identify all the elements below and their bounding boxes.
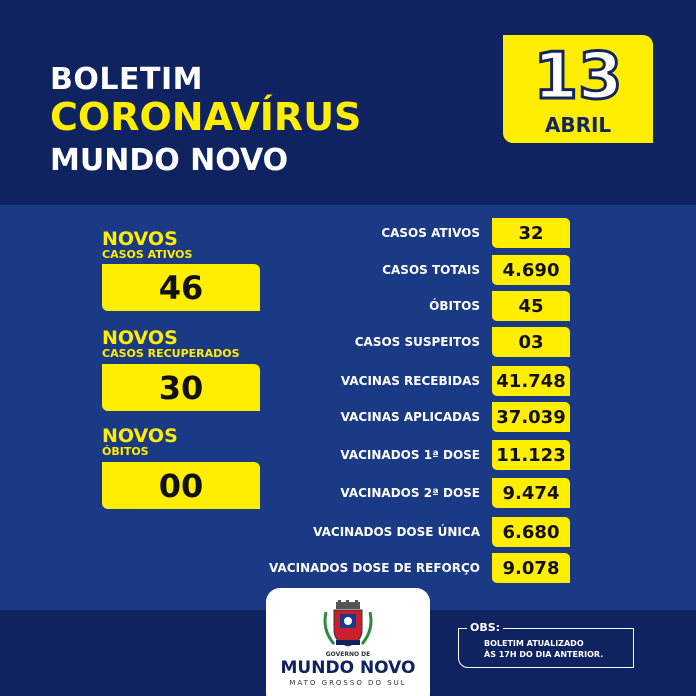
stat-row xyxy=(250,402,580,432)
obs-body xyxy=(484,638,603,660)
novos-recuperados-subtitle: CASOS RECUPERADOS xyxy=(102,347,240,360)
obs-title: OBS: xyxy=(467,621,503,634)
stat-value: 9.078 xyxy=(492,553,570,583)
stat-label: VACINADOS 2ª DOSE xyxy=(340,486,480,500)
obs-line-1: BOLETIM ATUALIZADO xyxy=(484,639,584,648)
novos-obitos-title: NOVOS xyxy=(102,425,178,447)
novos-recuperados-label xyxy=(102,328,240,360)
date-month: ABRIL xyxy=(544,113,612,137)
novos-obitos-subtitle: ÓBITOS xyxy=(102,445,149,458)
stat-row xyxy=(250,553,580,583)
stat-row xyxy=(250,218,580,248)
stat-value: 03 xyxy=(492,327,570,357)
stat-value: 4.690 xyxy=(492,255,570,285)
stat-row xyxy=(250,478,580,508)
stat-value: 32 xyxy=(492,218,570,248)
novos-ativos-label xyxy=(102,229,192,261)
city-crest-icon xyxy=(322,600,374,650)
city-logo-card xyxy=(266,588,430,696)
stat-label: CASOS SUSPEITOS xyxy=(354,335,480,349)
title-coronavirus: CORONAVÍRUS xyxy=(50,95,362,139)
novos-recuperados-title: NOVOS xyxy=(102,327,178,349)
stat-label: VACINADOS 1ª DOSE xyxy=(340,448,480,462)
logo-state: MATO GROSSO DO SUL xyxy=(289,679,407,687)
stat-value: 41.748 xyxy=(492,366,570,396)
stat-label: CASOS ATIVOS xyxy=(381,226,480,240)
logo-city-name: MUNDO NOVO xyxy=(280,658,416,678)
stat-value: 37.039 xyxy=(492,402,570,432)
stat-label: VACINAS APLICADAS xyxy=(340,410,480,424)
stat-value: 9.474 xyxy=(492,478,570,508)
novos-ativos-value: 46 xyxy=(102,264,260,311)
stat-row xyxy=(250,327,580,357)
stat-value: 45 xyxy=(492,291,570,321)
stat-row xyxy=(250,517,580,547)
date-badge xyxy=(503,35,653,143)
stat-label: VACINAS RECEBIDAS xyxy=(340,374,480,388)
stat-label: ÓBITOS xyxy=(429,299,480,313)
logo-gov-text: GOVERNO DE xyxy=(325,651,371,658)
date-day: 13 xyxy=(533,40,623,114)
stat-value: 11.123 xyxy=(492,440,570,470)
stat-label: VACINADOS DOSE ÚNICA xyxy=(313,525,480,539)
stat-row xyxy=(250,440,580,470)
novos-ativos-subtitle: CASOS ATIVOS xyxy=(102,248,193,261)
obs-line-2: ÀS 17H DO DIA ANTERIOR. xyxy=(484,650,604,659)
title-boletim: BOLETIM xyxy=(50,62,203,97)
stat-row xyxy=(250,291,580,321)
stat-label: VACINADOS DOSE DE REFORÇO xyxy=(269,561,480,575)
novos-obitos-label xyxy=(102,426,178,458)
stat-value: 6.680 xyxy=(492,517,570,547)
novos-recuperados-value: 30 xyxy=(102,364,260,411)
novos-ativos-title: NOVOS xyxy=(102,228,178,250)
stat-label: CASOS TOTAIS xyxy=(382,263,480,277)
stat-row xyxy=(250,366,580,396)
novos-obitos-value: 00 xyxy=(102,462,260,509)
title-city: MUNDO NOVO xyxy=(50,143,289,178)
stat-row xyxy=(250,255,580,285)
obs-box xyxy=(458,621,634,668)
